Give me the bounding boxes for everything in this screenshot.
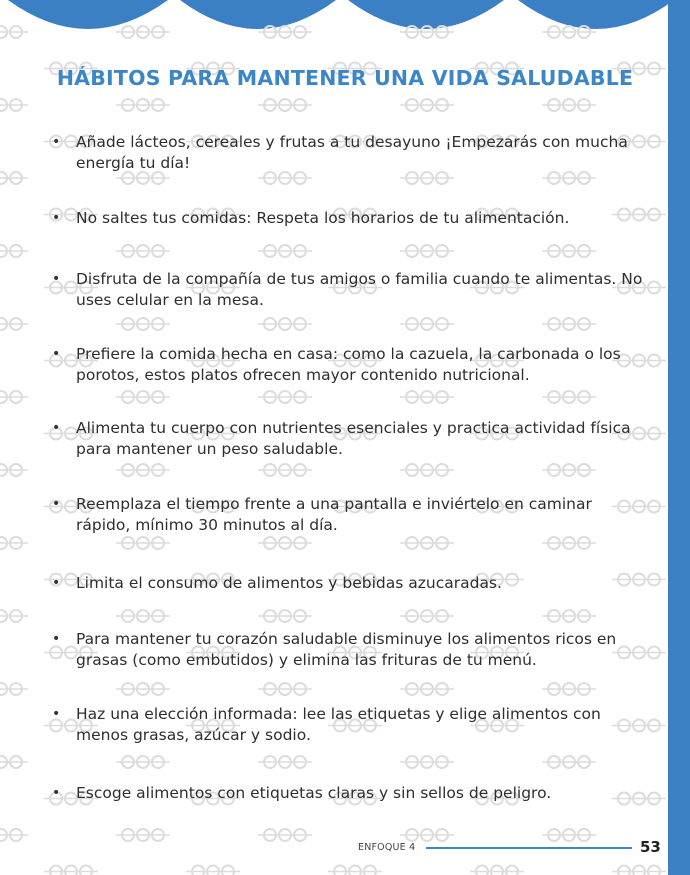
watermark-motif — [0, 829, 28, 841]
watermark-motif — [258, 537, 312, 549]
watermark-motif — [258, 318, 312, 330]
watermark-motif — [116, 756, 170, 768]
watermark-motif — [0, 391, 28, 403]
watermark-motif — [0, 99, 28, 111]
watermark-motif — [400, 683, 454, 695]
scallop-2 — [180, 0, 336, 29]
habit-item — [52, 132, 647, 174]
watermark-motif — [542, 610, 596, 622]
bullet-icon: • — [52, 575, 61, 591]
watermark-motif — [116, 537, 170, 549]
watermark-motif — [116, 829, 170, 841]
habit-item — [52, 269, 647, 311]
watermark-motif — [400, 756, 454, 768]
watermark-motif — [116, 683, 170, 695]
watermark-motif — [0, 610, 28, 622]
page-title: HÁBITOS PARA MANTENER UNA VIDA SALUDABLE — [56, 66, 634, 90]
watermark-motif — [542, 756, 596, 768]
watermark-motif — [542, 318, 596, 330]
scallop-3 — [348, 0, 504, 29]
watermark-motif — [0, 537, 28, 549]
watermark-motif — [258, 610, 312, 622]
watermark-motif — [400, 391, 454, 403]
footer-divider-line — [426, 847, 632, 849]
watermark-motif — [400, 464, 454, 476]
habit-text: Haz una elección informada: lee las etiquetas y elige alimentos con menos grasas, azúcar y sodio. — [76, 705, 601, 744]
watermark-motif — [400, 318, 454, 330]
watermark-motif — [542, 829, 596, 841]
habit-item — [52, 573, 647, 594]
watermark-motif — [542, 391, 596, 403]
bullet-icon: • — [52, 134, 61, 150]
watermark-motif — [258, 829, 312, 841]
watermark-motif — [0, 683, 28, 695]
watermark-motif — [542, 99, 596, 111]
watermark-motif — [258, 99, 312, 111]
habit-text: Para mantener tu corazón saludable disminuye los alimentos ricos en grasas (como embutidos) y elimina las frituras de tu menú. — [76, 630, 617, 669]
right-edge-color-bar — [668, 0, 690, 875]
watermark-motif — [400, 829, 454, 841]
watermark-motif — [258, 391, 312, 403]
watermark-motif — [258, 464, 312, 476]
watermark-motif — [400, 245, 454, 257]
habit-item — [52, 344, 647, 386]
habit-item — [52, 494, 647, 536]
watermark-motif — [258, 245, 312, 257]
top-scallop-decoration — [0, 0, 690, 40]
habit-item — [52, 704, 647, 746]
habit-item — [52, 629, 647, 671]
bullet-icon: • — [52, 420, 61, 436]
page-number: 53 — [640, 838, 661, 856]
watermark-motif — [0, 318, 28, 330]
watermark-motif — [0, 172, 28, 184]
bullet-icon: • — [52, 496, 61, 512]
watermark-motif — [116, 245, 170, 257]
watermark-motif — [400, 99, 454, 111]
habit-text: Prefiere la comida hecha en casa: como la cazuela, la carbonada o los porotos, estos platos ofrecen mayor contenido nutricional. — [76, 345, 621, 384]
watermark-motif — [542, 537, 596, 549]
watermark-motif — [400, 610, 454, 622]
watermark-motif — [44, 866, 98, 875]
watermark-motif — [258, 756, 312, 768]
watermark-motif — [116, 318, 170, 330]
watermark-motif — [542, 683, 596, 695]
bullet-icon: • — [52, 210, 61, 226]
watermark-motif — [116, 610, 170, 622]
watermark-motif — [400, 537, 454, 549]
footer-section-label: ENFOQUE 4 — [358, 842, 416, 853]
bullet-icon: • — [52, 631, 61, 647]
habit-item — [52, 418, 647, 460]
bullet-icon: • — [52, 706, 61, 722]
watermark-motif — [116, 391, 170, 403]
habit-item — [52, 208, 647, 229]
habit-text: Reemplaza el tiempo frente a una pantalla e inviértelo en caminar rápido, mínimo 30 minutos al día. — [76, 495, 592, 534]
watermark-motif — [0, 756, 28, 768]
watermark-motif — [0, 245, 28, 257]
watermark-motif — [116, 99, 170, 111]
habit-item — [52, 783, 647, 804]
watermark-motif — [328, 866, 382, 875]
watermark-motif — [542, 464, 596, 476]
bullet-icon: • — [52, 271, 61, 287]
habit-text: No saltes tus comidas: Respeta los horarios de tu alimentación. — [76, 209, 570, 227]
watermark-motif — [542, 245, 596, 257]
watermark-motif — [258, 683, 312, 695]
bullet-icon: • — [52, 785, 61, 801]
scallop-4 — [518, 0, 674, 29]
habit-text: Alimenta tu cuerpo con nutrientes esenciales y practica actividad física para mantener un peso saludable. — [76, 419, 631, 458]
habit-text: Añade lácteos, cereales y frutas a tu desayuno ¡Empezarás con mucha energía tu día! — [76, 133, 628, 172]
watermark-motif — [470, 866, 524, 875]
watermark-motif — [0, 464, 28, 476]
bullet-icon: • — [52, 346, 61, 362]
watermark-motif — [612, 866, 666, 875]
watermark-motif — [186, 866, 240, 875]
watermark-motif — [116, 464, 170, 476]
habit-text: Limita el consumo de alimentos y bebidas azucaradas. — [76, 574, 502, 592]
habit-text: Escoge alimentos con etiquetas claras y sin sellos de peligro. — [76, 784, 552, 802]
habit-text: Disfruta de la compañía de tus amigos o familia cuando te alimentas. No uses celular en la mesa. — [76, 270, 643, 309]
scallop-1 — [8, 0, 168, 29]
